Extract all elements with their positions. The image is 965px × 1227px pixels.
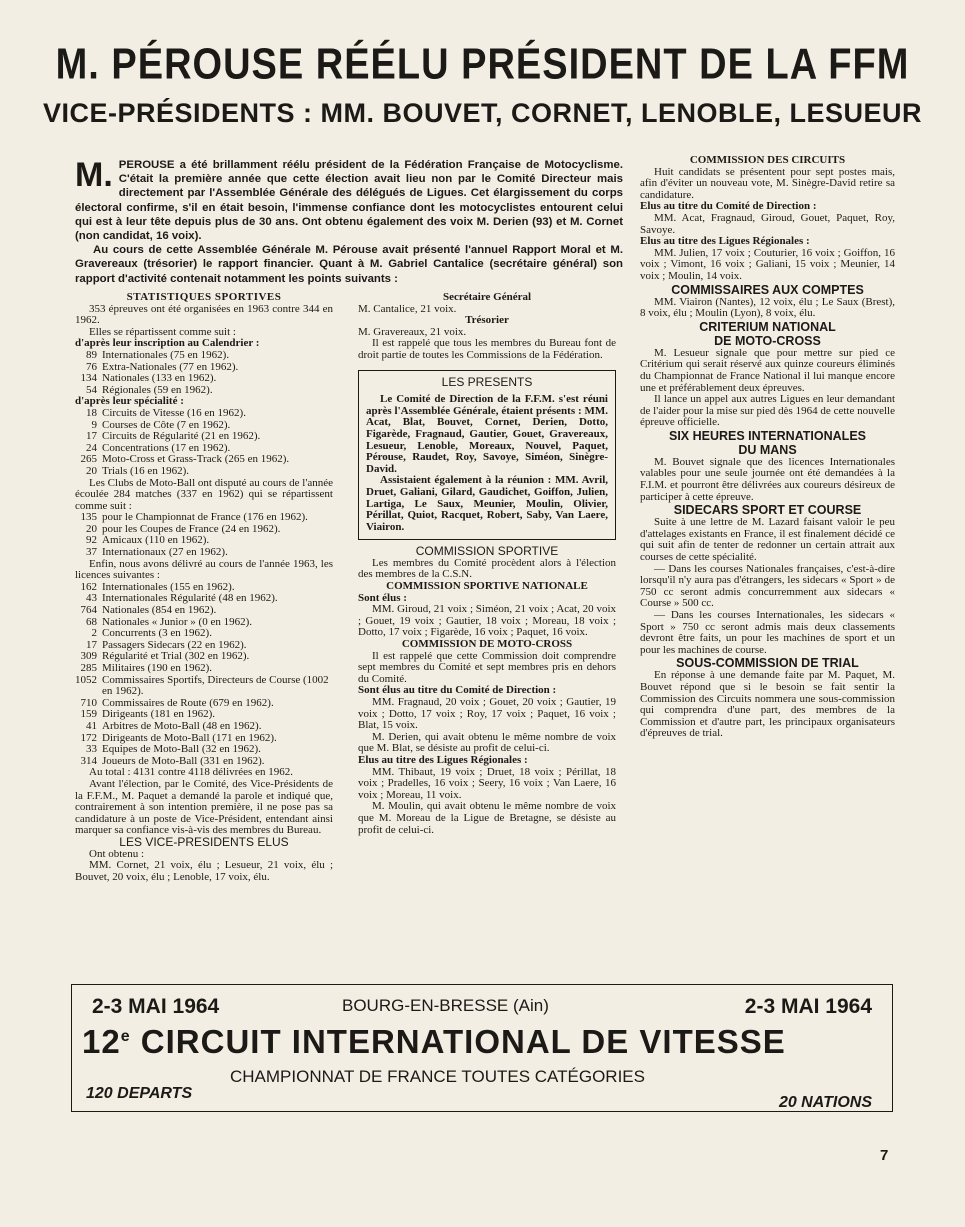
banner-title-number: 12 bbox=[82, 1023, 121, 1060]
dropcap: M. bbox=[75, 156, 113, 194]
presents-paragraph-1: Le Comité de Direction de la F.F.M. s'est réuni après l'Assemblée Générale, étaient présents : MM. Acat, Blat, Bouvet, Cornet, Derien, Dotto, Figarède, Fragnaud, Gautier, Gouet, Gravereaux, Lesueur, Lenoble, Moreaux, Nouvel, Paquet, Pérouse, Raudet, Roy, Savoye, Siméon, Sinègre-David. bbox=[366, 393, 608, 475]
circuits-heading: COMMISSION DES CIRCUITS bbox=[689, 154, 846, 166]
treasurer-value: M. Gravereaux, 21 voix. bbox=[358, 325, 467, 338]
stats-paragraph: 353 épreuves ont été organisées en 1963 contre 344 en 1962. bbox=[75, 302, 333, 327]
list-item-text: Arbitres de Moto-Ball (48 en 1962). bbox=[102, 719, 262, 732]
list-item-text: Internationales (75 en 1962). bbox=[102, 348, 230, 361]
list-item-text: Extra-Nationales (77 en 1962). bbox=[102, 360, 239, 373]
page-number: 7 bbox=[880, 1147, 889, 1164]
banner-title-sup: e bbox=[120, 1028, 131, 1045]
list-item-number: 172 bbox=[80, 731, 97, 744]
clubs-list bbox=[75, 512, 333, 558]
list-item-text: Internationales (155 en 1962). bbox=[102, 580, 235, 593]
list-item-number: 89 bbox=[86, 348, 97, 361]
banner-place: BOURG-EN-BRESSE (Ain) bbox=[342, 996, 549, 1015]
list-item-number: 2 bbox=[91, 627, 97, 640]
list-item bbox=[75, 721, 333, 733]
mans-paragraph: M. Bouvet signale que des licences Internationales valables pour une seule journée ont été demandées à la F.I.M. et pourront être délivrées aux coureurs désireux de participer à cette épreuve. bbox=[640, 455, 895, 503]
csn-heading: COMMISSION SPORTIVE NATIONALE bbox=[386, 580, 588, 593]
list-item-number: 20 bbox=[86, 464, 97, 477]
mans-heading-line-1: SIX HEURES INTERNATIONALES bbox=[668, 428, 866, 443]
banner-date-right: 2-3 MAI 1964 bbox=[744, 995, 872, 1018]
banner-title-rest: CIRCUIT INTERNATIONAL DE VITESSE bbox=[130, 1023, 786, 1060]
list-item-number: 68 bbox=[86, 615, 97, 628]
list-item-number: 309 bbox=[80, 650, 97, 663]
list-item-number: 710 bbox=[80, 696, 97, 709]
list-item bbox=[75, 350, 333, 362]
list-item-text: Courses de Côte (7 en 1962). bbox=[102, 418, 231, 431]
speciality-list bbox=[75, 408, 333, 478]
cs-paragraph: Les membres du Comité procèdent alors à l'élection des membres de la C.S.N. bbox=[358, 556, 616, 581]
list-item-number: 285 bbox=[80, 662, 97, 674]
treasurer-heading: Trésorier bbox=[465, 314, 509, 327]
intro-paragraph-1: PEROUSE a été brillamment réélu président de la Fédération Française de Motocyclisme. C'était la première année que cette élection avait lieu non par le Comité Directeur mais directement par l'Assemblée Générale des délégués de Ligues. Cet élargissement du corps électoral confirme, s'il en était besoin, l'immense confiance dont les motocyclistes entourent celui qui est à leur tête depuis plus de 30 ans. Ont obtenu également des voix M. Derien (93) et M. Cornet (non candidat, 16 voix). bbox=[75, 159, 623, 243]
list-item-text: Amicaux (110 en 1962). bbox=[102, 534, 210, 547]
banner-title bbox=[82, 1023, 786, 1061]
mc-paragraph: MM. Fragnaud, 20 voix ; Gouet, 20 voix ; Gautier, 19 voix ; Dotto, 17 voix ; Roy, 17 voix ; Paquet, 16 voix ; Blat, 15 voix. bbox=[358, 696, 616, 732]
calendar-subhead: d'après leur inscription au Calendrier : bbox=[75, 337, 260, 350]
speciality-subhead: d'après leur spécialité : bbox=[75, 395, 184, 408]
list-item-number: 76 bbox=[86, 360, 97, 373]
list-item bbox=[75, 408, 333, 420]
list-item-number: 135 bbox=[80, 511, 97, 524]
criterium-heading-line-1: CRITERIUM NATIONAL bbox=[699, 319, 836, 334]
list-item bbox=[75, 663, 333, 675]
list-item bbox=[75, 466, 333, 478]
list-item bbox=[75, 431, 333, 443]
list-item-text: Commissaires de Route (679 en 1962). bbox=[102, 696, 274, 709]
criterium-heading-line-2: DE MOTO-CROSS bbox=[714, 333, 821, 348]
list-item-number: 54 bbox=[86, 383, 97, 396]
list-item bbox=[75, 373, 333, 385]
circuits-paragraph: MM. Julien, 17 voix ; Couturier, 16 voix ; Goiffon, 16 voix ; Vimont, 16 voix ; Galiani, 15 voix ; Meunier, 14 voix ; Moulin, 14 voix. bbox=[640, 246, 895, 282]
presents-heading: LES PRESENTS bbox=[441, 374, 533, 389]
mans-heading-line-2: DU MANS bbox=[738, 442, 797, 457]
list-item-number: 159 bbox=[80, 708, 97, 721]
trial-paragraph: En réponse à une demande faite par M. Paquet, M. Bouvet répond que si le besoin se fait sentir la Commission des Circuits nommera une sous-commission qui comprendra d'une part, des membres de la Commission et d'autre part, les principaux organisateurs d'épreuves de trial. bbox=[640, 669, 895, 740]
list-item-text: Circuits de Régularité (21 en 1962). bbox=[102, 430, 261, 443]
presents-box bbox=[358, 370, 616, 541]
list-item-number: 37 bbox=[86, 546, 97, 559]
list-item-number: 20 bbox=[86, 522, 97, 535]
licences-list bbox=[75, 582, 333, 768]
vp-paragraph: Ont obtenu : bbox=[89, 847, 144, 860]
list-item-text: pour les Coupes de France (24 en 1962). bbox=[102, 522, 281, 535]
intro-paragraph-2: Au cours de cette Assemblée Générale M. Pérouse avait présenté l'annuel Rapport Moral et M. Gravereaux (trésorier) le rapport financier. Quant à M. Gabriel Cantalice (secrétaire général) son rapport d'activité contenait notamment les points suivants : bbox=[75, 244, 623, 285]
criterium-heading bbox=[640, 320, 895, 348]
list-item-text: Passagers Sidecars (22 en 1962). bbox=[102, 638, 247, 651]
circuits-ligues: Elus au titre des Ligues Régionales : bbox=[640, 235, 810, 248]
mc-comite: Sont élus au titre du Comité de Direction : bbox=[358, 684, 557, 697]
mc-ligues: Elus au titre des Ligues Régionales : bbox=[358, 753, 528, 766]
list-item-text: Circuits de Vitesse (16 en 1962). bbox=[102, 406, 246, 419]
sidecars-paragraph: — Dans les courses Internationales, les sidecars « Sport » 750 cc seront admis mais deux classements devront être faits, un pour les machines de sport et un pour les machines de course. bbox=[640, 609, 895, 656]
circuits-paragraph: MM. Acat, Fragnaud, Giroud, Gouet, Paquet, Roy, Savoye. bbox=[640, 211, 895, 236]
banner-departs: 120 DEPARTS bbox=[86, 1085, 193, 1102]
mc-paragraph: M. Moulin, qui avait obtenu le même nombre de voix que M. Moreau de la Ligue de Bretagne, se désiste au profit de celui-ci. bbox=[358, 800, 616, 836]
trial-heading: SOUS-COMMISSION DE TRIAL bbox=[676, 656, 859, 671]
list-item-text: Militaires (190 en 1962). bbox=[102, 662, 212, 674]
list-item-number: 41 bbox=[86, 719, 97, 732]
list-item-text: Equipes de Moto-Ball (32 en 1962). bbox=[102, 743, 261, 756]
list-item-number: 24 bbox=[86, 441, 97, 454]
list-item-number: 314 bbox=[80, 754, 97, 767]
circuits-comite: Elus au titre du Comité de Direction : bbox=[640, 200, 817, 213]
banner-nations: 20 NATIONS bbox=[778, 1094, 872, 1111]
list-item bbox=[75, 744, 333, 756]
list-item-text: Régularité et Trial (302 en 1962). bbox=[102, 650, 250, 663]
headline-title: M. PÉROUSE RÉÉLU PRÉSIDENT DE LA FFM bbox=[55, 40, 910, 90]
stats-heading: STATISTIQUES SPORTIVES bbox=[126, 291, 282, 303]
list-item-text: Internationales Régularité (48 en 1962). bbox=[102, 592, 278, 605]
csn-elus: Sont élus : bbox=[358, 591, 407, 604]
secretary-value: M. Cantalice, 21 voix. bbox=[358, 302, 457, 315]
list-item-text: Trials (16 en 1962). bbox=[102, 464, 189, 477]
intro bbox=[75, 158, 623, 286]
list-item-number: 1052 bbox=[75, 673, 97, 686]
list-item-number: 17 bbox=[86, 430, 97, 443]
list-item-text: Concurrents (3 en 1962). bbox=[102, 627, 212, 640]
list-item bbox=[75, 605, 333, 617]
sidecars-paragraph: — Dans les courses Nationales françaises, c'est-à-dire lorsqu'il n'y aura pas d'étrangers, les sidecars « Sport » de 750 cc seront admis concurremment aux sidecars « Course » 500 cc. bbox=[640, 562, 895, 610]
headline-subtitle: VICE-PRÉSIDENTS : MM. BOUVET, CORNET, LENOBLE, LESUEUR bbox=[42, 98, 923, 128]
licences-total: Au total : 4131 contre 4118 délivrées en 1962. bbox=[89, 766, 293, 779]
list-item-text: Dirigeants (181 en 1962). bbox=[102, 708, 216, 721]
comptes-heading: COMMISSAIRES AUX COMPTES bbox=[671, 282, 864, 297]
comptes-paragraph: MM. Viairon (Nantes), 12 voix, élu ; Le Saux (Brest), 8 voix, élu ; Moulin (Lyon), 8 voix, élu. bbox=[640, 295, 895, 320]
list-item-number: 18 bbox=[86, 406, 97, 419]
vp-heading: LES VICE-PRESIDENTS ELUS bbox=[119, 834, 289, 849]
column-3 bbox=[640, 155, 895, 740]
list-item-text: Commissaires Sportifs, Directeurs de Course (1002 en 1962). bbox=[102, 673, 329, 698]
list-item-text: Internationaux (27 en 1962). bbox=[102, 546, 228, 559]
mc-paragraph: MM. Thibaut, 19 voix ; Druet, 18 voix ; Périllat, 18 voix ; Pradelles, 16 voix ; Seery, 16 voix ; Van Laere, 16 voix ; Moreau, 11 voix. bbox=[358, 765, 616, 801]
clubs-paragraph: Les Clubs de Moto-Ball ont disputé au cours de l'année écoulée 284 matches (337 en 1962) qui se répartissent comme suit : bbox=[75, 476, 333, 512]
list-item-text: pour le Championnat de France (176 en 1962). bbox=[102, 511, 308, 524]
banner-championship: CHAMPIONNAT DE FRANCE TOUTES CATÉGORIES bbox=[230, 1067, 645, 1086]
criterium-paragraph: Il lance un appel aux autres Ligues en leur demandant de l'aider pour la mise sur pied dès 1964 de cette nouvelle épreuve officielle. bbox=[640, 393, 895, 429]
banner-date-left: 2-3 MAI 1964 bbox=[92, 995, 220, 1018]
list-item-text: Concentrations (17 en 1962). bbox=[102, 441, 231, 454]
bureau-paragraph: Il est rappelé que tous les membres du Bureau font de droit partie de toutes les Commissions de la Fédération. bbox=[358, 337, 616, 361]
circuits-paragraph: Huit candidats se présentent pour sept postes mais, afin d'éviter un nouveau vote, M. Sinègre-David retire sa candidature. bbox=[640, 165, 895, 201]
column-1 bbox=[75, 292, 333, 883]
presents-paragraph-2: Assistaient également à la réunion : MM. Avril, Druet, Galiani, Gilard, Gaudichet, Goiffon, Julien, Lartiga, Le Saux, Meunier, Moulin, Olivier, Périllat, Quiot, Racquet, Robert, Saby, Van Laere, Viairon. bbox=[366, 474, 608, 533]
mc-paragraph: M. Derien, qui avait obtenu le même nombre de voix que M. Blat, se désiste au profit de celui-ci. bbox=[358, 730, 616, 755]
event-banner bbox=[71, 984, 893, 1112]
vp-paragraph: MM. Cornet, 21 voix, élu ; Lesueur, 21 voix, élu ; Bouvet, 20 voix, élu ; Lenoble, 17 voix, élu. bbox=[75, 859, 333, 883]
list-item-number: 43 bbox=[86, 592, 97, 605]
mc-paragraph: Il est rappelé que cette Commission doit comprendre sept membres du Comité et sept membres pris en dehors du Comité. bbox=[358, 649, 616, 685]
secretary-heading: Secrétaire Général bbox=[442, 291, 532, 303]
column-2 bbox=[358, 292, 616, 836]
cs-heading: COMMISSION SPORTIVE bbox=[415, 544, 559, 559]
mc-heading: COMMISSION DE MOTO-CROSS bbox=[401, 638, 573, 651]
list-item-number: 33 bbox=[86, 743, 97, 756]
list-item-text: Régionales (59 en 1962). bbox=[102, 383, 213, 396]
list-item-text: Nationales « Junior » (0 en 1962). bbox=[102, 615, 252, 628]
criterium-paragraph: M. Lesueur signale que pour mettre sur pied ce Critérium qui serait réservé aux quinze coureurs éliminés du Championnat de France National il lui manque encore une et préférablement deux épreuves. bbox=[640, 346, 895, 394]
sidecars-paragraph: Suite à une lettre de M. Lazard faisant valoir le peu d'attelages existants en France, il est finalement décidé ce qui suit afin de tenter de redonner un certain attrait aux courses de cette spécialité. bbox=[640, 516, 895, 564]
stats-paragraph: Elles se répartissent comme suit : bbox=[89, 325, 236, 338]
list-item-number: 92 bbox=[86, 534, 97, 547]
paquet-paragraph: Avant l'élection, par le Comité, des Vice-Présidents de la F.F.M., M. Paquet a demandé la parole et indiqué que, contrairement à son intention première, il ne pose pas sa candidature à un poste de Vice-Président, entendant ainsi marquer sa confiance vis-à-vis des membres du Bureau. bbox=[75, 777, 333, 837]
list-item-text: Joueurs de Moto-Ball (331 en 1962). bbox=[102, 754, 265, 767]
list-item-number: 162 bbox=[80, 580, 97, 593]
mans-heading bbox=[640, 429, 895, 457]
list-item-text: Nationales (133 en 1962). bbox=[102, 372, 217, 385]
list-item-text: Dirigeants de Moto-Ball (171 en 1962). bbox=[102, 731, 277, 744]
list-item bbox=[75, 547, 333, 559]
list-item-number: 9 bbox=[91, 418, 97, 431]
calendar-list bbox=[75, 350, 333, 396]
licences-paragraph: Enfin, nous avons délivré au cours de l'année 1963, les licences suivantes : bbox=[75, 557, 333, 582]
list-item bbox=[75, 675, 333, 698]
list-item-number: 764 bbox=[80, 604, 97, 617]
list-item-number: 134 bbox=[80, 372, 97, 385]
sidecars-heading: SIDECARS SPORT ET COURSE bbox=[673, 503, 862, 518]
list-item-text: Moto-Cross et Grass-Track (265 en 1962). bbox=[102, 453, 290, 466]
csn-paragraph: MM. Giroud, 21 voix ; Siméon, 21 voix ; Acat, 20 voix ; Gouet, 19 voix ; Gautier, 18 voix ; Moreau, 18 voix ; Dotto, 17 voix ; Figarède, 16 voix ; Paquet, 16 voix. bbox=[358, 603, 616, 639]
list-item-number: 17 bbox=[86, 638, 97, 651]
list-item-number: 265 bbox=[80, 453, 97, 466]
list-item-text: Nationales (854 en 1962). bbox=[102, 604, 217, 617]
